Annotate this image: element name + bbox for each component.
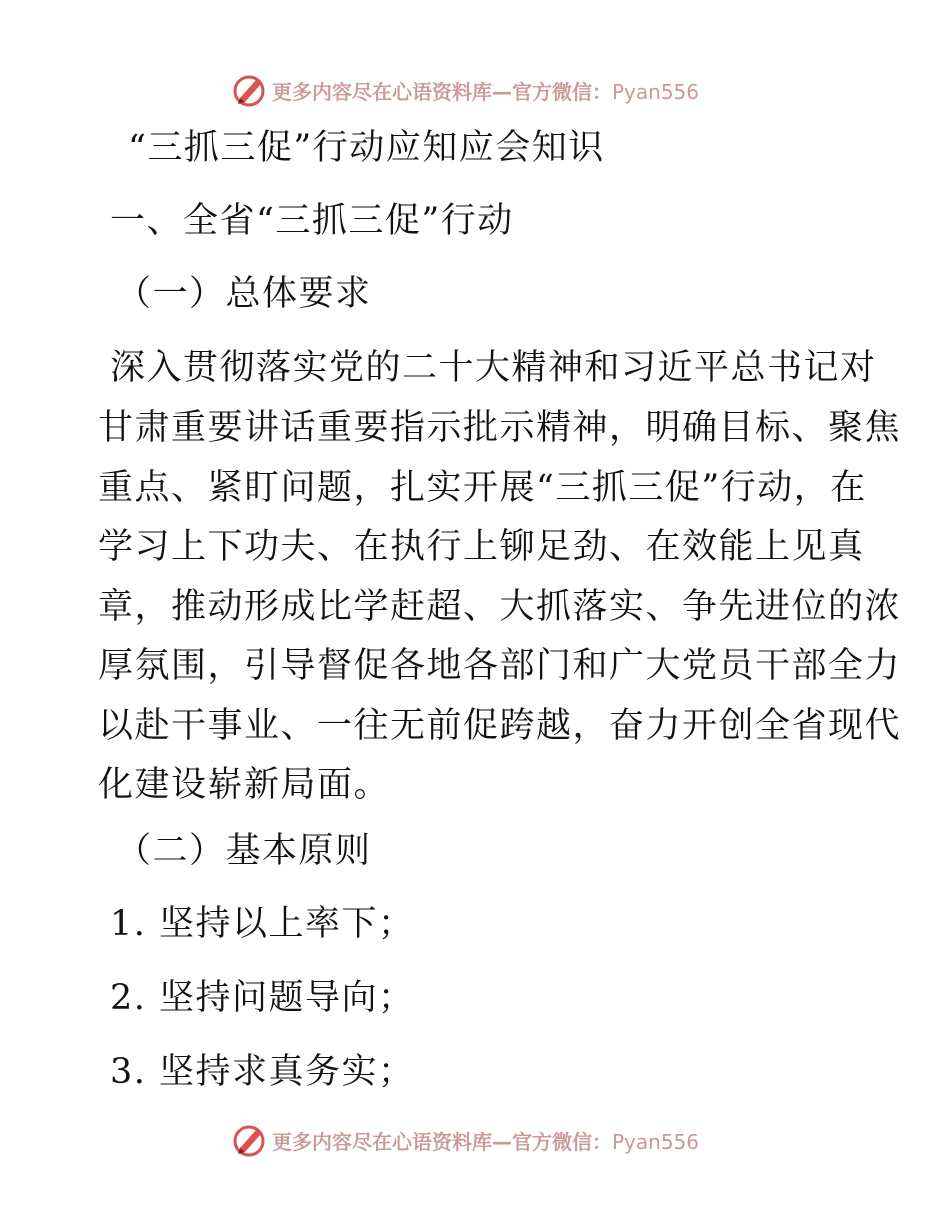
list-item: 3. 坚持求真务实； [110,1052,415,1092]
watermark-text: 更多内容尽在心语资料库—官方微信： [272,1129,612,1154]
document-title: “三抓三促”行动应知应会知识 [128,128,605,168]
subsection-heading-2: （二）基本原则 [116,831,372,871]
watermark-wechat-id: Pyan556 [612,79,700,104]
paragraph-line: 学习上下功夫、在执行上铆足劲、在效能上见真 [98,527,865,567]
paragraph-line: 厚氛围，引导督促各地各部门和广大党员干部全力 [98,646,902,686]
subsection-heading-1: （一）总体要求 [116,274,372,314]
paragraph-line: 甘肃重要讲话重要指示批示精神，明确目标、聚焦 [98,408,902,448]
pen-logo-icon [232,1122,268,1158]
watermark-top [232,70,699,110]
section-heading-1: 一、全省“三抓三促”行动 [110,201,514,241]
list-item: 2. 坚持问题导向； [110,978,415,1018]
paragraph-line: 章，推动形成比学赶超、大抓落实、争先进位的浓 [98,587,902,627]
paragraph-line: 深入贯彻落实党的二十大精神和习近平总书记对 [110,348,877,388]
watermark-text: 更多内容尽在心语资料库—官方微信： [272,79,612,104]
paragraph-line: 以赴干事业、一往无前促跨越，奋力开创全省现代 [98,706,902,746]
watermark-bottom [232,1120,699,1160]
list-item: 1. 坚持以上率下； [110,904,415,944]
watermark-wechat-id: Pyan556 [612,1129,700,1154]
paragraph-line: 重点、紧盯问题，扎实开展“三抓三促”行动，在 [98,468,867,508]
pen-logo-icon [232,72,268,108]
paragraph-line: 化建设崭新局面。 [98,765,391,805]
